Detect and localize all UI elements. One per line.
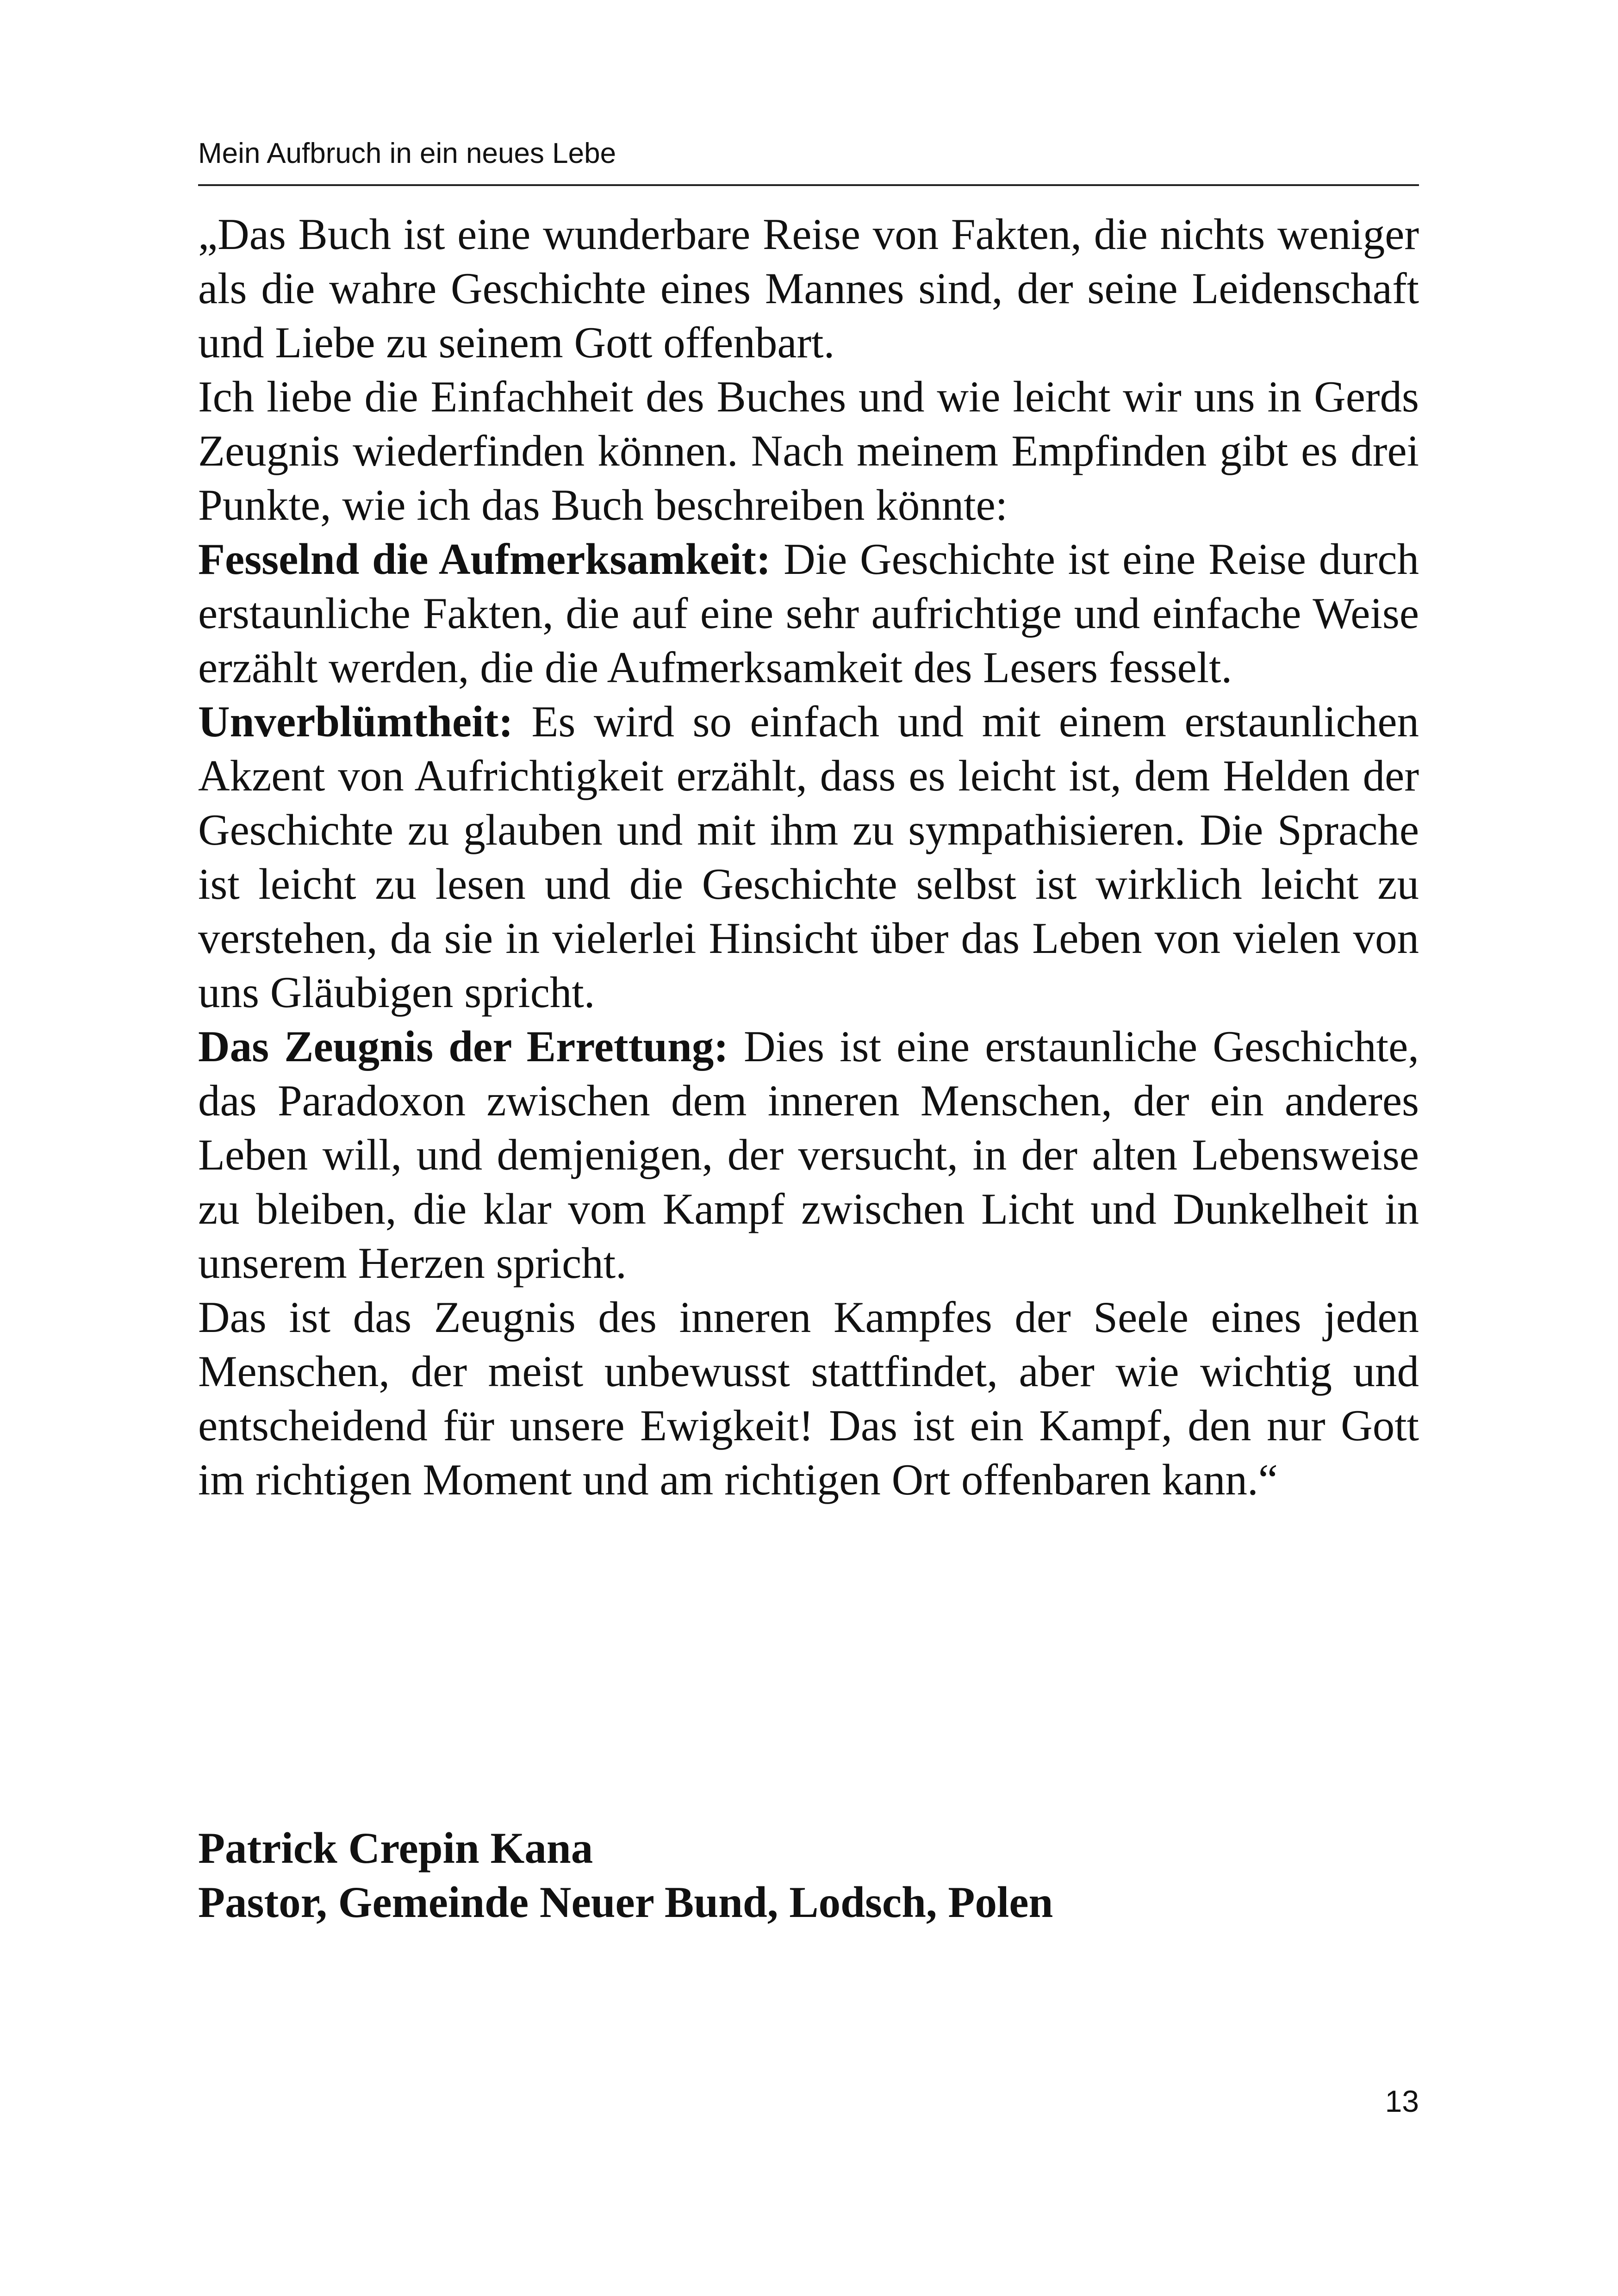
text-frankness: Es wird so einfach und mit einem erstaunlichen Akzent von Aufrichtigkeit erzählt, dass es leicht ist, dem Helden der Geschichte zu glauben und mit ihm zu sympathisieren. Die Sprache ist leicht zu lesen und die Geschichte selbst ist wirklich leicht zu verstehen, da sie in vielerlei Hinsicht über das Leben von vielen von uns Gläubigen spricht. [198, 697, 1419, 1017]
paragraph-frankness [198, 695, 1419, 1020]
paragraph-attention [198, 532, 1419, 695]
header-divider [198, 184, 1419, 186]
term-frankness: Unverblümtheit: [198, 697, 513, 746]
term-attention: Fesselnd die Aufmerksamkeit: [198, 535, 771, 584]
text-salvation: Dies ist eine erstaunliche Geschichte, das Paradoxon zwischen dem inneren Menschen, der ein anderes Leben will, und demjenigen, der versucht, in der alten Lebensweise zu bleiben, die klar vom Kampf zwischen Licht und Dunkelheit in unserem Herzen spricht. [198, 1022, 1419, 1288]
paragraph-simplicity: Ich liebe die Einfachheit des Buches und wie leicht wir uns in Gerds Zeugnis wiederfinden können. Nach meinem Empfinden gibt es drei Punkte, wie ich das Buch beschreiben könnte: [198, 372, 1419, 529]
author-name: Patrick Crepin Kana [198, 1823, 593, 1873]
paragraph-intro: „Das Buch ist eine wunderbare Reise von Fakten, die nichts weniger als die wahre Geschichte eines Mannes sind, der seine Leidenschaft und Liebe zu seinem Gott offenbart. [198, 210, 1419, 367]
running-header: Mein Aufbruch in ein neues Lebe [198, 137, 616, 169]
text-attention: Die Geschichte ist eine Reise durch erstaunliche Fakten, die auf eine sehr aufrichtige und einfache Weise erzählt werden, die die Aufmerksamkeit des Lesers fesselt. [198, 535, 1419, 692]
term-salvation: Das Zeugnis der Errettung: [198, 1022, 728, 1071]
paragraph-salvation [198, 1020, 1419, 1290]
author-role: Pastor, Gemeinde Neuer Bund, Lodsch, Polen [198, 1878, 1053, 1927]
page-number: 13 [1385, 2084, 1419, 2118]
signature-block [198, 1821, 1419, 1929]
paragraph-struggle: Das ist das Zeugnis des inneren Kampfes der Seele eines jeden Menschen, der meist unbewusst stattfindet, aber wie wichtig und entscheidend für unsere Ewigkeit! Das ist ein Kampf, den nur Gott im richtigen Moment und am richtigen Ort offenbaren kann.“ [198, 1293, 1419, 1504]
testimonial-text [198, 207, 1419, 1507]
